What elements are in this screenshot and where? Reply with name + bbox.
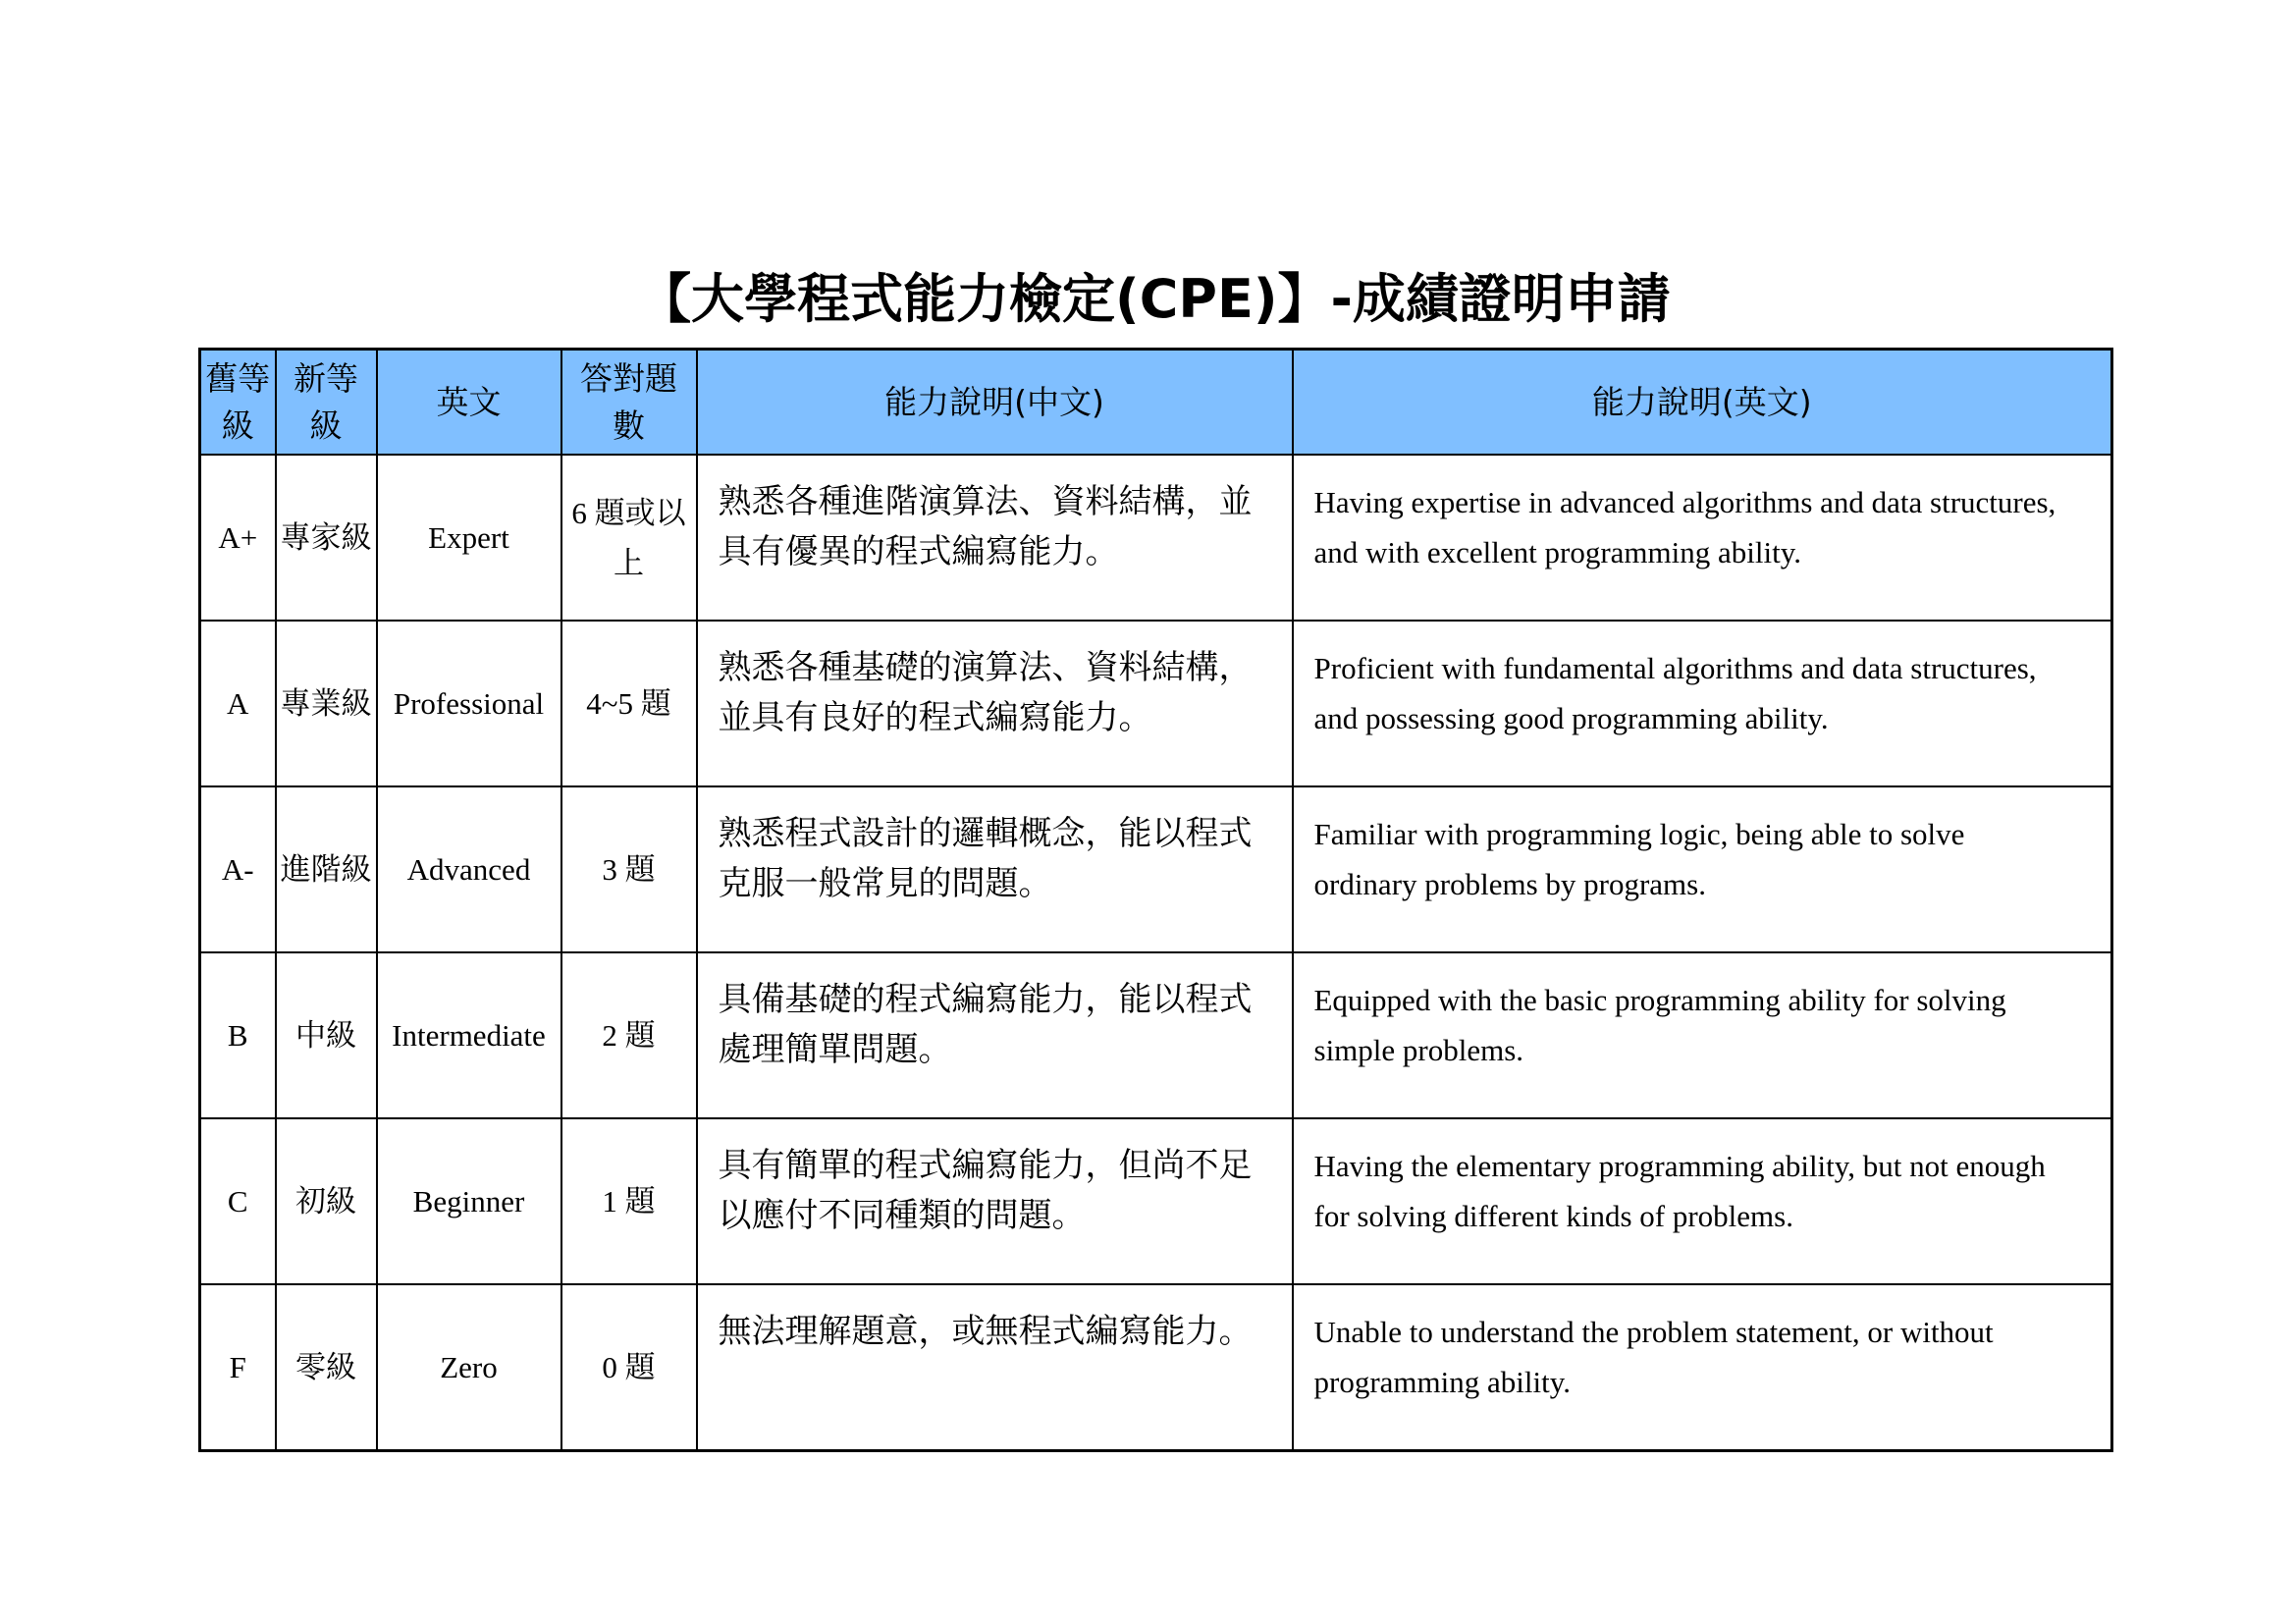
header-ability-en	[1293, 350, 2112, 456]
correct-count-cell: 0 題	[561, 1284, 697, 1451]
ability-zh-cell: 具有簡單的程式編寫能力，但尚不足以應付不同種類的問題。	[697, 1118, 1293, 1284]
ability-en-cell: Having expertise in advanced algorithms and data structures, and with excellent programming ability.	[1293, 455, 2112, 621]
header-correct-count	[561, 350, 697, 456]
english-level-cell: Professional	[377, 621, 561, 786]
header-english	[377, 350, 561, 456]
ability-zh-cell: 無法理解題意，或無程式編寫能力。	[697, 1284, 1293, 1451]
english-level-cell: Intermediate	[377, 952, 561, 1118]
correct-count-cell: 2 題	[561, 952, 697, 1118]
header-new-grade-label: 新等級	[293, 358, 358, 445]
correct-count-cell: 3 題	[561, 786, 697, 952]
ability-en-cell: Having the elementary programming ability, but not enough for solving different kinds of problems.	[1293, 1118, 2112, 1284]
header-old-grade	[200, 350, 276, 456]
english-level-cell: Advanced	[377, 786, 561, 952]
table-row	[200, 786, 2112, 952]
new-grade-cell: 零級	[276, 1284, 377, 1451]
header-ability-zh	[697, 350, 1293, 456]
header-row	[200, 350, 2112, 456]
table-row	[200, 455, 2112, 621]
old-grade-cell: A-	[200, 786, 276, 952]
old-grade-cell: B	[200, 952, 276, 1118]
english-level-cell: Zero	[377, 1284, 561, 1451]
old-grade-cell: C	[200, 1118, 276, 1284]
table-row	[200, 1118, 2112, 1284]
table-header	[200, 350, 2112, 456]
table-body	[200, 455, 2112, 1451]
ability-en-cell: Familiar with programming logic, being able to solve ordinary problems by programs.	[1293, 786, 2112, 952]
correct-count-cell: 1 題	[561, 1118, 697, 1284]
ability-zh-cell: 熟悉各種基礎的演算法、資料結構，並具有良好的程式編寫能力。	[697, 621, 1293, 786]
new-grade-cell: 初級	[276, 1118, 377, 1284]
header-english-label: 英文	[436, 382, 502, 421]
new-grade-cell: 進階級	[276, 786, 377, 952]
table-row	[200, 621, 2112, 786]
header-correct-count-label: 答對題數	[579, 358, 677, 445]
table-row	[200, 1284, 2112, 1451]
old-grade-cell: F	[200, 1284, 276, 1451]
ability-en-cell: Unable to understand the problem statement, or without programming ability.	[1293, 1284, 2112, 1451]
page-title: 【大學程式能力檢定(CPE)】-成績證明申請	[638, 268, 1671, 330]
ability-zh-cell: 熟悉程式設計的邏輯概念，能以程式克服一般常見的問題。	[697, 786, 1293, 952]
old-grade-cell: A+	[200, 455, 276, 621]
english-level-cell: Expert	[377, 455, 561, 621]
ability-zh-cell: 熟悉各種進階演算法、資料結構，並具有優異的程式編寫能力。	[697, 455, 1293, 621]
header-old-grade-label: 舊等級	[205, 358, 271, 445]
correct-count-cell: 6 題或以上	[561, 455, 697, 621]
grade-table	[198, 348, 2113, 1452]
header-new-grade	[276, 350, 377, 456]
new-grade-cell: 專業級	[276, 621, 377, 786]
header-ability-en-label: 能力說明(英文)	[1591, 382, 1812, 421]
new-grade-cell: 中級	[276, 952, 377, 1118]
english-level-cell: Beginner	[377, 1118, 561, 1284]
correct-count-cell: 4~5 題	[561, 621, 697, 786]
new-grade-cell: 專家級	[276, 455, 377, 621]
header-ability-zh-label: 能力說明(中文)	[884, 382, 1104, 421]
ability-zh-cell: 具備基礎的程式編寫能力，能以程式處理簡單問題。	[697, 952, 1293, 1118]
ability-en-cell: Proficient with fundamental algorithms and data structures, and possessing good programming ability.	[1293, 621, 2112, 786]
old-grade-cell: A	[200, 621, 276, 786]
ability-en-cell: Equipped with the basic programming ability for solving simple problems.	[1293, 952, 2112, 1118]
table-row	[200, 952, 2112, 1118]
